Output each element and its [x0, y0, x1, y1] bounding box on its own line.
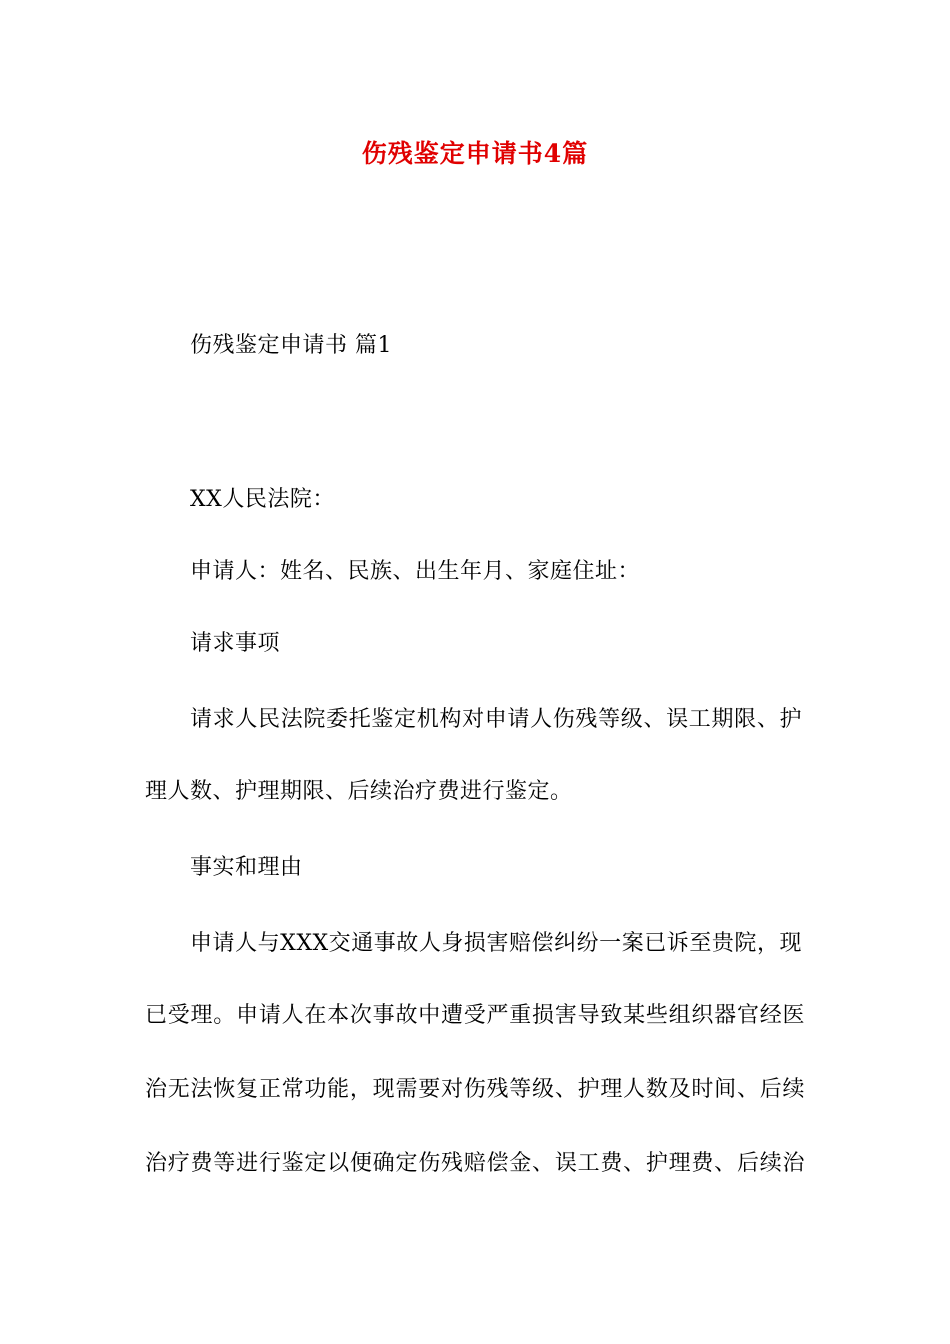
- addressee-line: XX人民法院：: [190, 487, 335, 512]
- applicant-line: 申请人：姓名、民族、出生年月、家庭住址：: [190, 559, 641, 584]
- paragraph-line: 已受理。申请人在本次事故中遭受严重损害导致某些组织器官经医: [145, 1003, 805, 1028]
- facts-heading: 事实和理由: [190, 855, 303, 880]
- paragraph-line: 请求人民法院委托鉴定机构对申请人伤残等级、误工期限、护: [190, 707, 802, 732]
- paragraph-line: 申请人与XXX交通事故人身损害赔偿纠纷一案已诉至贵院，现: [190, 931, 802, 956]
- request-heading: 请求事项: [190, 631, 281, 656]
- paragraph-line: 治疗费等进行鉴定以便确定伤残赔偿金、误工费、护理费、后续治: [145, 1151, 805, 1176]
- paragraph-line: 理人数、护理期限、后续治疗费进行鉴定。: [145, 779, 573, 804]
- section-heading: 伤残鉴定申请书 篇1: [190, 333, 392, 358]
- paragraph-line: 治无法恢复正常功能，现需要对伤残等级、护理人数及时间、后续: [145, 1077, 805, 1102]
- document-title: 伤残鉴定申请书4篇: [361, 139, 589, 168]
